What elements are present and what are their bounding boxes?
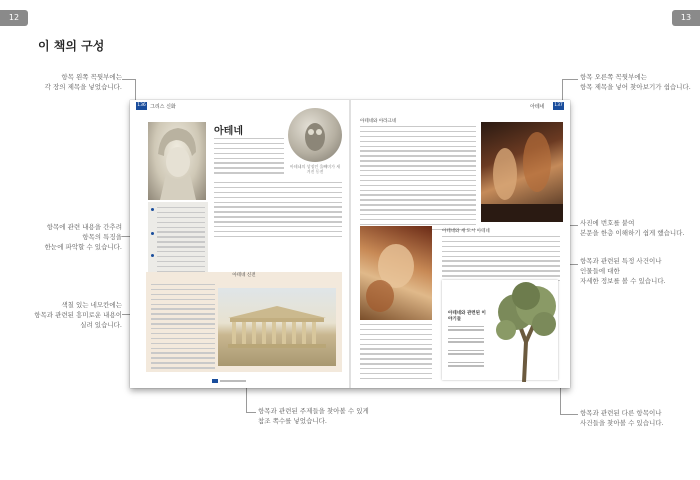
summary-sidebar	[148, 202, 208, 274]
caption-heading-top: 아테네와 아라크네	[360, 119, 397, 124]
page-number-left: 12	[0, 10, 28, 26]
leader-line	[246, 386, 247, 412]
painting-image-bottom	[360, 226, 432, 320]
olive-tree-icon	[490, 282, 562, 382]
annotation-line: 항목과 관련된 특정 사건이나	[580, 257, 662, 265]
annotation-line: 항목의 특징을	[82, 233, 122, 241]
leader-line	[560, 414, 578, 415]
body-text-lines	[214, 182, 342, 241]
annotation-right-1	[580, 218, 696, 238]
book-right-page	[350, 100, 570, 388]
owl-coin-image	[288, 108, 342, 162]
annotation-line: 항목 왼쪽 꼭뒷부에는	[61, 73, 122, 81]
annotation-line: 한눈에 파악할 수 있습니다.	[44, 243, 122, 251]
annotation-line: 항목 제목을 넣어 찾아보기가 쉽습니다.	[580, 83, 691, 91]
annotation-bottom-right	[580, 408, 696, 428]
annotation-line: 본문을 한층 이해하기 쉽게 했습니다.	[580, 229, 685, 237]
leader-line	[560, 384, 561, 414]
annotation-line: 자세한 정보를 볼 수 있습니다.	[580, 277, 666, 285]
running-head-right: 아테네	[530, 104, 545, 110]
cross-reference-footer	[212, 378, 246, 383]
leader-line	[246, 412, 256, 413]
body-text-lines	[360, 126, 476, 234]
caption-heading-mid: 아테네와 새 도시 아테네	[442, 229, 490, 234]
coin-caption: 아테네의 상징인 올빼미가 새겨진 동전	[289, 164, 341, 174]
annotation-line: 인물들에 대한	[580, 267, 620, 275]
body-text-lines	[360, 324, 432, 383]
parthenon-image	[218, 288, 336, 366]
annotation-line: 색칠 있는 네모칸에는	[61, 301, 122, 309]
page-number-right: 13	[672, 10, 700, 26]
annotation-line: 항목과 관련된 흥미로운 내용이	[34, 311, 122, 319]
chapter-tab-right: 137	[554, 103, 563, 108]
leader-line	[122, 79, 136, 80]
page-title: 이 책의 구성	[38, 39, 105, 53]
annotation-right-2	[580, 256, 696, 286]
body-text-lines	[214, 138, 284, 177]
athena-bust-image	[148, 122, 206, 200]
annotation-line: 참조 쪽수를 넣었습니다.	[258, 417, 327, 425]
painting-image-top	[481, 122, 563, 222]
book-spread-preview	[130, 100, 570, 388]
entry-headline: 아테네	[214, 126, 243, 137]
leader-line	[562, 79, 578, 80]
olive-tree-image	[608, 326, 609, 345]
book-left-page	[130, 100, 350, 388]
annotation-top-right	[580, 72, 696, 92]
annotation-bottom-center	[258, 406, 418, 426]
body-text-lines	[442, 236, 560, 285]
annotation-mid-left	[30, 222, 122, 252]
annotation-line: 사진에 번호를 붙여	[580, 219, 635, 227]
feature-box-heading: 아테네 신전	[232, 273, 256, 278]
annotation-line: 항목과 관련된 주제들을 찾아볼 수 있게	[258, 407, 369, 415]
annotation-line: 각 장의 제목을 넣었습니다.	[44, 83, 122, 91]
chapter-tab-left: 136	[137, 103, 146, 108]
annotation-line: 항목과 관련된 다른 항목이나	[580, 409, 662, 417]
annotation-low-left	[20, 300, 122, 330]
annotation-line: 항목에 관련 내용을 간추려	[46, 223, 122, 231]
annotation-line: 사건들을 찾아볼 수 있습니다.	[580, 419, 664, 427]
running-head-left: 그리스 신화	[150, 104, 176, 110]
related-box-heading: 아테네와 관련된 이야기들	[448, 311, 486, 322]
annotation-line: 항목 오른쪽 꼭뒷부에는	[580, 73, 647, 81]
annotation-line: 실려 있습니다.	[80, 321, 122, 329]
annotation-top-left	[30, 72, 122, 92]
